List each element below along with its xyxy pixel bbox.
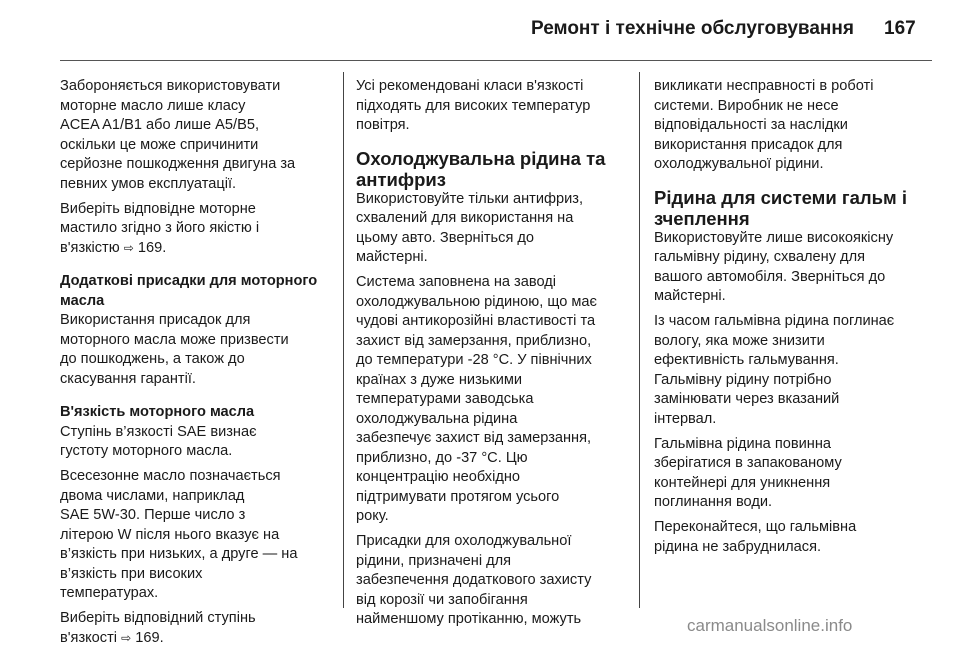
watermark: carmanualsonline.info (687, 616, 853, 635)
paragraph (60, 200, 336, 259)
page-title: Ремонт і технічне обслуговування (531, 18, 854, 39)
header-divider (60, 60, 932, 61)
page-header (0, 0, 960, 60)
page-reference-link[interactable]: 169. (135, 629, 164, 646)
text-column-1 (60, 77, 336, 654)
paragraph: Із часом гальмівна рідина поглинає вологу, яка може знизити ефективність гальмування. Гальмівну рідину потрібно замінювати через вказаний інтервал. (654, 313, 895, 427)
paragraph: Переконайтеся, що гальмівна рідина не забруднилася. (654, 519, 857, 555)
column-divider (343, 72, 344, 608)
paragraph: викликати несправності в роботі системи. Виробник не несе відповідальності за наслідки використання присадок для охолоджувальної рідини. (654, 78, 874, 172)
paragraph: Ступінь в’язкості SAE визнає густоту моторного масла. (60, 423, 257, 459)
section-heading: В'язкість моторного масла (60, 404, 255, 420)
paragraph-text: Виберіть відповідне моторне мастило згідно з його якістю і в'язкістю (60, 200, 260, 256)
paragraph: Присадки для охолоджувальної рідини, призначені для забезпечення додаткового захисту від корозії чи запобігання найменшому протіканню, можуть (356, 533, 592, 627)
page-reference-icon: ⇨ (123, 240, 134, 255)
section-heading: Рідина для системи гальм і зчеплення (654, 186, 907, 229)
page-number: 167 (884, 18, 916, 39)
paragraph: Використовуйте тільки антифриз, схвалений для використання на цьому авто. Зверніться до майстерні. (356, 190, 583, 265)
paragraph: Забороняється використовувати моторне масло лише класу ACEA A1/B1 або лише A5/B5, оскільки це може спричинити серйозне пошкодження двигуна за певних умов експлуатації. (60, 78, 296, 192)
paragraph: Система заповнена на заводі охолоджувальною рідиною, що має чудові антикорозійні властивості та захист від замерзання, приблизно, до температури -28 °C. У північних країнах з дуже низькими температурами заводська охолоджувальна рідина забезпечує захист від замерзання, приблизно, до -37 °C. Цю концентрацію необхідно підтримувати протягом усього року. (356, 274, 597, 524)
paragraph (60, 609, 336, 648)
paragraph: Усі рекомендовані класи в'язкості підходять для високих температур повітря. (356, 78, 591, 133)
section-heading: Додаткові присадки для моторного масла (60, 273, 318, 309)
paragraph: Всесезонне масло позначається двома числами, наприклад SAE 5W-30. Перше число з літерою W після нього вказує на в’язкість при низьких, а друге — на в’язкість при високих температурах. (60, 468, 298, 601)
paragraph: Використовуйте лише високоякісну гальмівну рідину, схвалену для вашого автомобіля. Зверніться до майстерні. (654, 229, 894, 304)
paragraph: Використання присадок для моторного масла може призвести до пошкоджень, а також до скасування гарантії. (60, 312, 289, 387)
page-reference-link[interactable]: 169. (137, 239, 167, 256)
text-column-3 (654, 77, 932, 563)
text-column-2 (356, 77, 632, 635)
paragraph-text: Виберіть відповідний ступінь в'язкості (60, 610, 256, 646)
page-reference-icon: ⇨ (121, 630, 132, 645)
paragraph: Гальмівна рідина повинна зберігатися в запакованому контейнері для уникнення поглинання води. (654, 435, 842, 510)
column-divider (639, 72, 640, 608)
section-heading: Охолоджувальна рідина та антифриз (356, 147, 606, 190)
